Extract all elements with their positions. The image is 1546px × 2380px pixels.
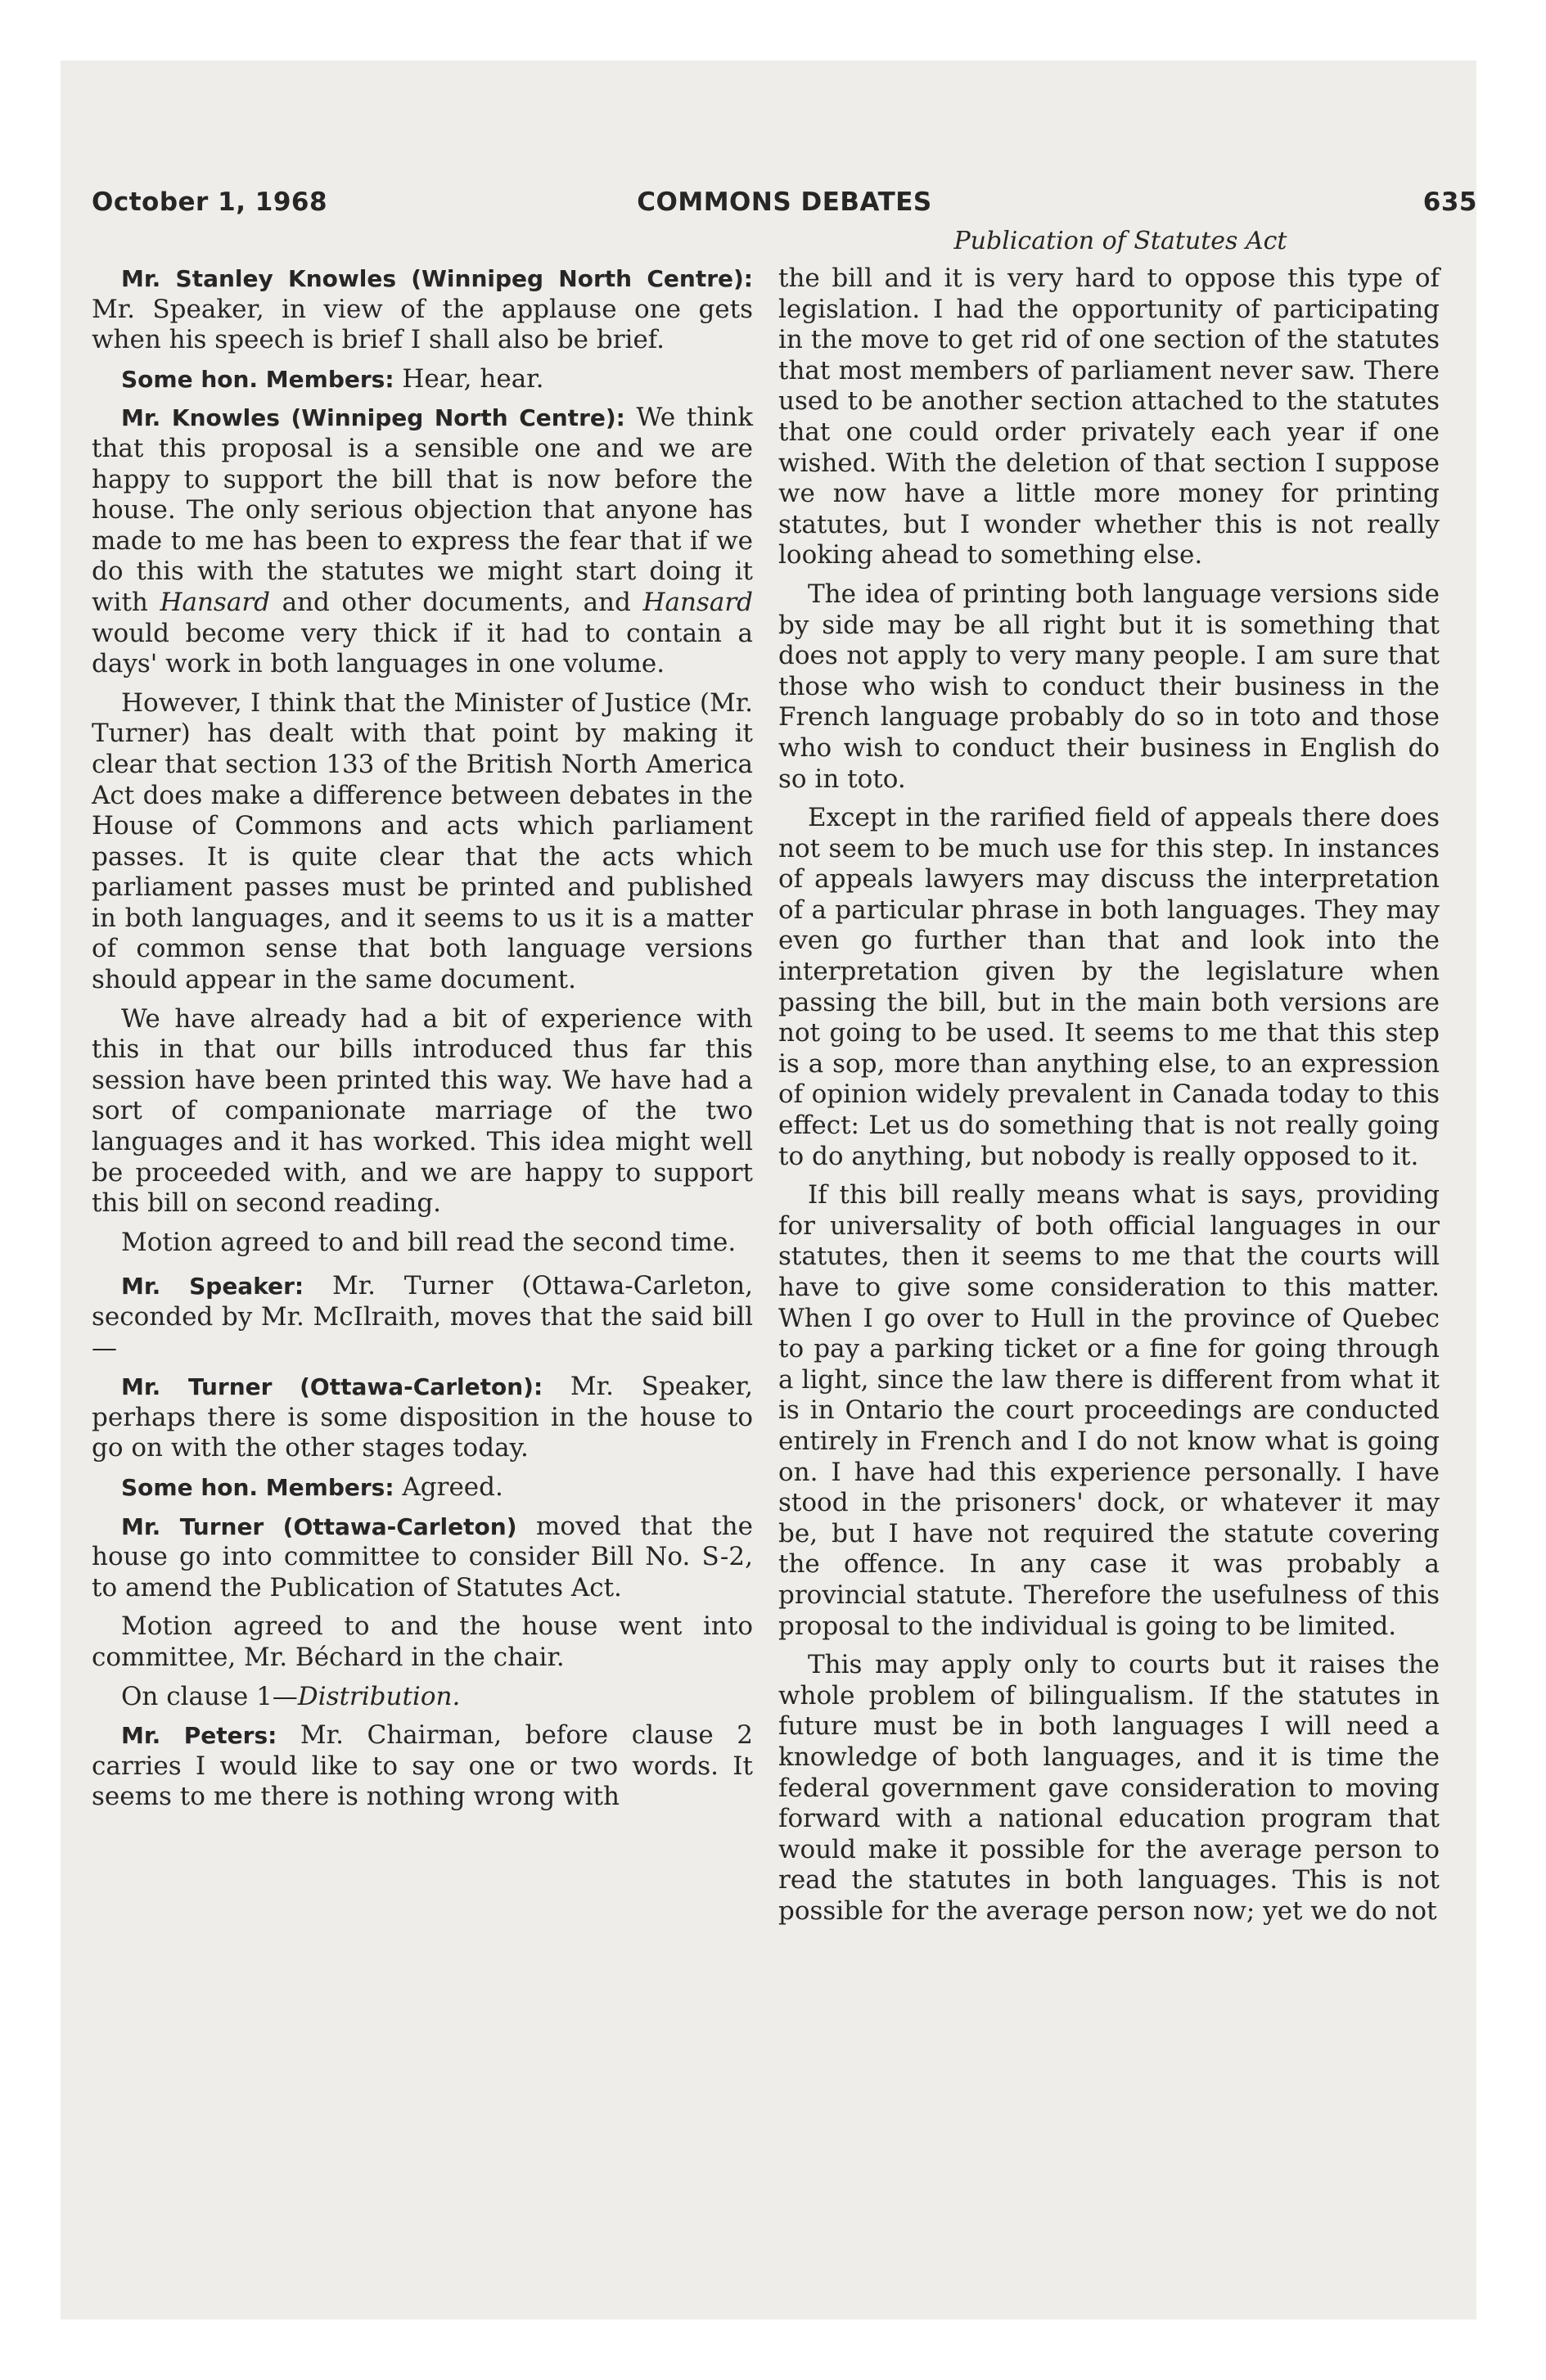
motion-paragraph: Motion agreed to and the house went into committee, Mr. Béchard in the chair. [92, 1611, 753, 1672]
paragraph [92, 364, 753, 395]
subject-heading: Publication of Statutes Act [953, 227, 1287, 255]
speaker-name: Mr. Knowles (Winnipeg North Centre): [121, 404, 625, 432]
speech-text: We think that this proposal is a sensible one and we are happy to support the bill that is now before the house. The only serious objection that anyone has made to me has been to express the fear that if we do this with the statutes we might start doing it with [92, 403, 753, 617]
paragraph: This may apply only to courts but it raises the whole problem of bilingualism. If the statutes in future must be in both languages I will need a knowledge of both languages, and it is time the federal government gave consideration to moving forward with a national education program that would make it possible for the average person to read the statutes in both languages. This is not possible for the average person now; yet we do not [778, 1650, 1440, 1926]
speaker-name: Mr. Turner (Ottawa-Carleton) [121, 1512, 517, 1540]
speaker-name: Mr. Stanley Knowles (Winnipeg North Centre): [121, 265, 753, 292]
speech-text: Mr. Chairman, before clause 2 carries I would like to say one or two words. It seems to me there is nothing wrong with [92, 1720, 753, 1812]
paragraph [92, 403, 753, 679]
clause-heading [92, 1682, 753, 1713]
paragraph [92, 264, 753, 356]
speaker-name: Some hon. Members: [121, 365, 394, 393]
paragraph: However, I think that the Minister of Justice (Mr. Turner) has dealt with that point by making it clear that section 133 of the British North America Act does make a difference between debates in the House of Commons and acts which parliament passes. It is quite clear that the acts which parliament passes must be printed and published in both languages, and it seems to us it is a matter of common sense that both language versions should appear in the same document. [92, 687, 753, 995]
page-number: 635 [1422, 187, 1477, 217]
paragraph [92, 1372, 753, 1464]
speech-text: and other documents, and [270, 587, 643, 617]
paragraph [92, 1472, 753, 1503]
paragraph: We have already had a bit of experience with this in that our bills introduced thus far this session have been printed this way. We have had a sort of companionate marriage of the two languages and it has worked. This idea might well be proceeded with, and we are happy to support this bill on second reading. [92, 1003, 753, 1219]
paragraph [92, 1271, 753, 1364]
paragraph: Except in the rarified field of appeals there does not seem to be much use for this step. In instances of appeals lawyers may discuss the interpretation of a particular phrase in both languages. They may even go further than that and look into the interpretation given by the legislature when passing the bill, but in the main both versions are not going to be used. It seems to me that this step is a sop, more than anything else, to an expression of opinion widely prevalent in Canada today to this effect: Let us do something that is not really going to do anything, but nobody is really opposed to it. [778, 803, 1440, 1171]
hansard-italic: Hansard [642, 587, 753, 617]
left-column [92, 264, 753, 1821]
journal-title: COMMONS DEBATES [637, 187, 932, 217]
speech-text: would become very thick if it had to contain a days' work in both languages in one volume. [92, 618, 753, 679]
speech-text: Mr. Speaker, in view of the applause one gets when his speech is brief I shall also be brief. [92, 294, 753, 355]
speech-text: Mr. Turner (Ottawa-Carleton, seconded by Mr. McIlraith, moves that the said bill— [92, 1271, 753, 1363]
clause-text: On clause 1— [121, 1681, 298, 1711]
speech-text: Agreed. [394, 1472, 503, 1502]
right-column [778, 264, 1440, 1935]
speaker-name: Some hon. Members: [121, 1473, 394, 1501]
speaker-name: Mr. Speaker: [121, 1273, 304, 1300]
clause-title: Distribution. [297, 1681, 461, 1711]
paragraph: If this bill really means what is says, providing for universality of both official languages in our statutes, then it seems to me that the courts will have to give some consideration to this matter. When I go over to Hull in the province of Quebec to pay a parking ticket or a fine for going through a light, since the law there is different from what it is in Ontario the court proceedings are conducted entirely in French and I do not know what is going on. I have had this experience personally. I have stood in the prisoners' dock, or whatever it may be, but I have not required the statute covering the offence. In any case it was probably a provincial statute. Therefore the usefulness of this proposal to the individual is going to be limited. [778, 1180, 1440, 1641]
paragraph: the bill and it is very hard to oppose this type of legislation. I had the opportunity of participating in the move to get rid of one section of the statutes that most members of parliament never saw. There used to be another section attached to the statutes that one could order privately each year if one wished. With the deletion of that section I suppose we now have a little more money for printing statutes, but I wonder whether this is not really looking ahead to something else. [778, 264, 1440, 570]
paragraph [92, 1720, 753, 1813]
speech-text: moved that the house go into committee to consider Bill No. S-2, to amend the Publication of Statutes Act. [92, 1511, 753, 1602]
speech-text: Mr. Speaker, perhaps there is some disposition in the house to go on with the other stages today. [92, 1372, 753, 1463]
speaker-name: Mr. Turner (Ottawa-Carleton): [121, 1373, 543, 1401]
document-page [61, 61, 1476, 2319]
running-head [92, 187, 1477, 220]
motion-paragraph: Motion agreed to and bill read the second time. [121, 1227, 737, 1257]
paragraph: The idea of printing both language versions side by side may be all right but it is something that does not apply to very many people. I am sure that those who wish to conduct their business in the French language probably do so in toto and those who wish to conduct their business in English do so in toto. [778, 579, 1440, 794]
speech-text: Hear, hear. [394, 363, 544, 394]
header-date: October 1, 1968 [92, 187, 328, 217]
speaker-name: Mr. Peters: [121, 1722, 277, 1750]
hansard-italic: Hansard [160, 587, 270, 617]
paragraph [92, 1512, 753, 1604]
